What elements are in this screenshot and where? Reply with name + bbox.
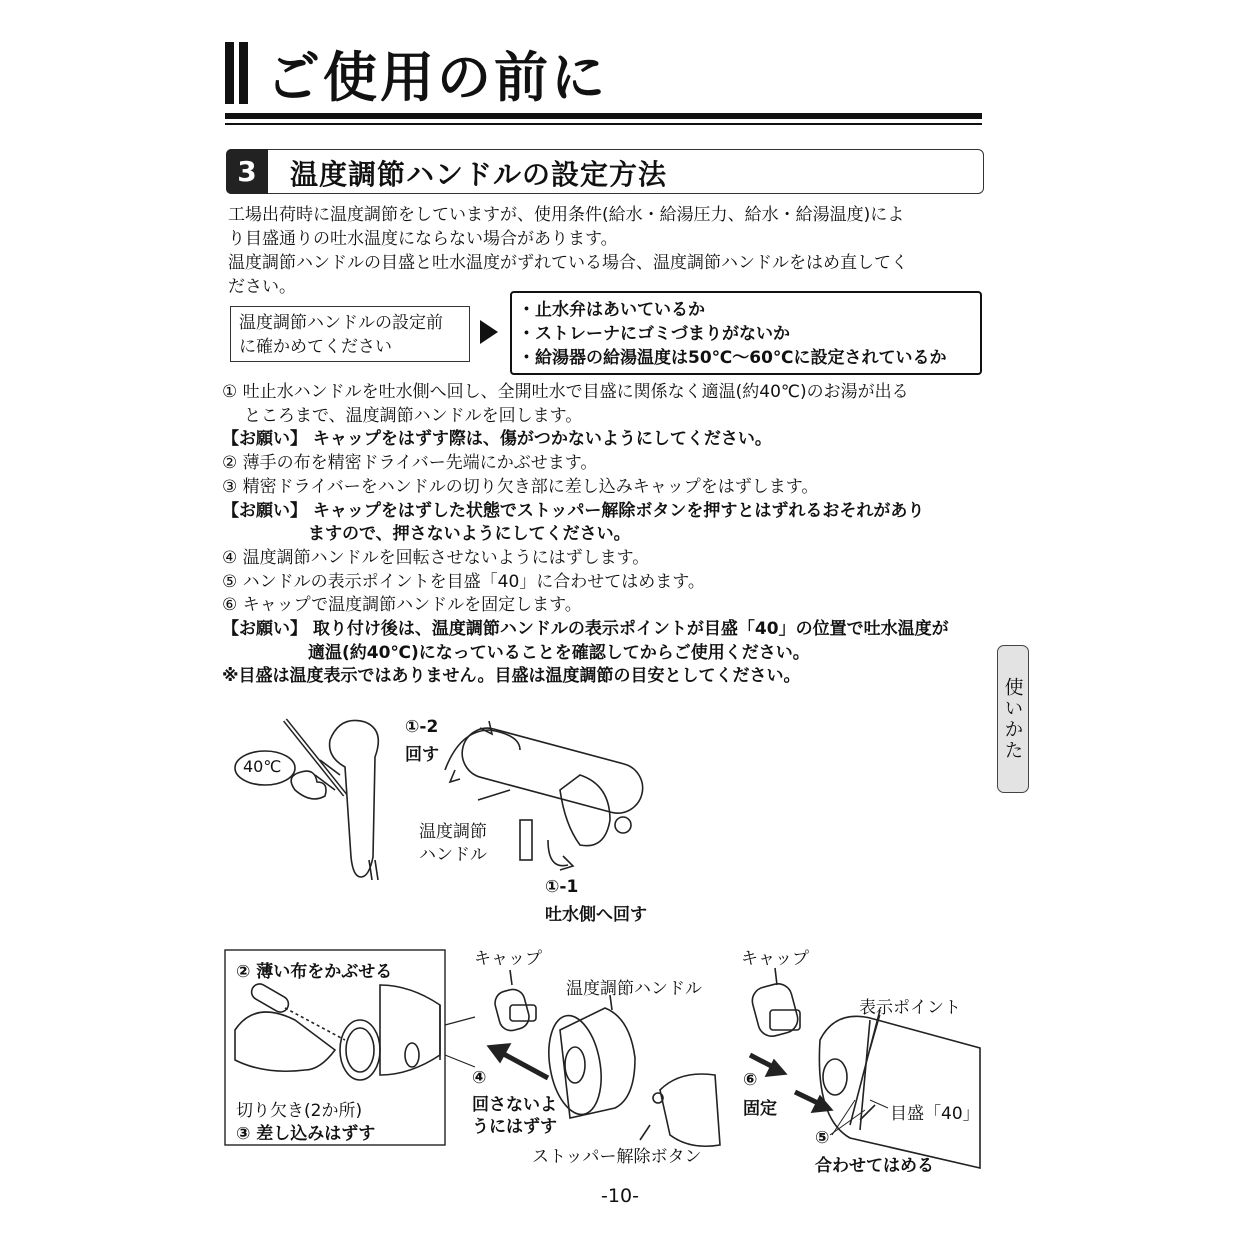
remove-label-2: うにはずす: [472, 1117, 557, 1137]
rotate-label: 回す: [405, 745, 439, 765]
intro-line: 温度調節ハンドルの目盛と吐水温度がずれている場合、温度調節ハンドルをはめ直してく: [228, 253, 908, 273]
checklist-item: ・止水弁はあいているか: [518, 300, 705, 320]
leader-lines: [830, 1015, 888, 1135]
insert-step-label: ③ 差し込みはずす: [236, 1124, 376, 1144]
intro-line: り目盛通りの吐水温度にならない場合があります。: [228, 229, 618, 249]
align-step-num: ⑤: [815, 1128, 830, 1148]
cap-label-1: キャップ: [474, 949, 542, 969]
checklist-label-line: 温度調節ハンドルの設定前: [239, 313, 443, 333]
step-line: ④ 温度調節ハンドルを回転させないようにはずします。: [222, 547, 650, 568]
step-line: ① 吐止水ハンドルを吐水側へ回し、全開吐水で目盛に関係なく適温(約40℃)のお湯が出る: [222, 382, 909, 402]
cap-illustration-2: [749, 968, 801, 1039]
side-tab-label: 使いかた: [1001, 677, 1024, 761]
stopper-illustration: [640, 1074, 720, 1146]
step-line: ② 薄手の布を精密ドライバー先端にかぶせます。: [222, 453, 598, 474]
step-line: ところまで、温度調節ハンドルを回します。: [244, 405, 583, 426]
point-label: 表示ポイント: [859, 998, 961, 1018]
section-number: 3: [226, 149, 268, 194]
caution-line: ますので、押さないようにしてください。: [308, 524, 631, 545]
checklist-item: ・給湯器の給湯温度は50℃～60℃に設定されているか: [518, 348, 947, 368]
shower-thermometer-illustration: [235, 720, 378, 880]
stopper-label: ストッパー解除ボタン: [532, 1147, 702, 1167]
remove-label-1: 回さないよ: [472, 1095, 557, 1115]
caution-line: 【お願い】 キャップをはずす際は、傷がつかないようにしてください。: [222, 429, 772, 450]
step-line: ③ 精密ドライバーをハンドルの切り欠き部に差し込みキャップをはずします。: [222, 476, 819, 497]
intro-line: ださい。: [228, 277, 296, 297]
remove-step-num: ④: [472, 1068, 487, 1088]
step-line: ⑥ キャップで温度調節ハンドルを固定します。: [222, 595, 582, 616]
scale-label: 目盛「40」: [890, 1104, 980, 1124]
fix-step-num: ⑥: [743, 1070, 758, 1090]
step-line: ⑤ ハンドルの表示ポイントを目盛「40」に合わせてはめます。: [222, 571, 705, 592]
screwdriver-cloth-illustration: [235, 981, 440, 1080]
rotate-step-num: ①-2: [405, 717, 439, 737]
notch-label: 切り欠き(2か所): [236, 1101, 363, 1121]
spout-step-num: ①-1: [545, 877, 579, 897]
cloth-step-label: ② 薄い布をかぶせる: [236, 962, 393, 982]
caution-line: 適温(約40℃)になっていることを確認してからご使用ください。: [308, 642, 810, 663]
cap-illustration-1: [492, 970, 536, 1033]
caution-line: 【お願い】 キャップをはずした状態でストッパー解除ボタンを押すとはずれるおそれがあり: [222, 500, 925, 521]
checklist-label-line: に確かめてください: [239, 337, 392, 357]
section-title: 温度調節ハンドルの設定方法: [290, 158, 668, 191]
faucet-body-closeup: [819, 1010, 980, 1168]
spout-label: 吐水側へ回す: [545, 905, 647, 925]
handle-label: 温度調節ハンドル: [566, 979, 702, 999]
fix-label: 固定: [743, 1099, 777, 1119]
temp-label: 40℃: [243, 757, 282, 776]
page-number: -10-: [601, 1185, 639, 1207]
remove-arrow-icon: [488, 1044, 548, 1078]
intro-line: 工場出荷時に温度調節をしていますが、使用条件(給水・給湯圧力、給水・給湯温度)によ: [228, 205, 905, 225]
cap-label-2: キャップ: [741, 949, 809, 969]
align-label: 合わせてはめる: [815, 1156, 934, 1176]
page-title-text: ご使用の前に: [266, 45, 608, 109]
caution-line: 【お願い】 取り付け後は、温度調節ハンドルの表示ポイントが目盛「40」の位置で吐水温度が: [222, 619, 949, 640]
checklist-item: ・ストレーナにゴミづまりがないか: [518, 324, 790, 344]
note-line: ※目盛は温度表示ではありません。目盛は温度調節の目安としてください。: [222, 666, 801, 687]
handle-label-1: 温度調節: [419, 822, 487, 842]
handle-label-2: ハンドル: [419, 845, 487, 865]
